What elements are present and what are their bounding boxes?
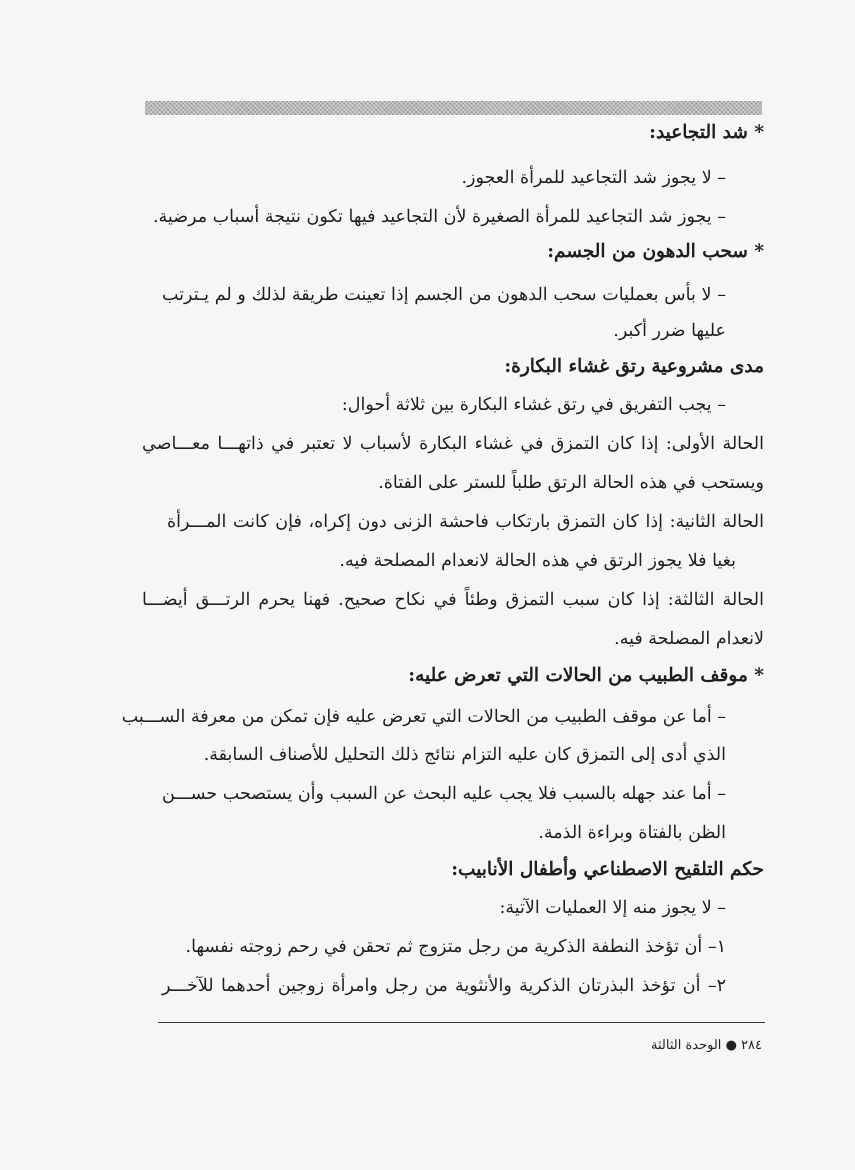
- paragraph-line: الحالة الثانية: إذا كان التمزق بارتكاب فاحشة الزنى دون إكراه، فإن كانت المـــرأة: [167, 512, 764, 532]
- paragraph-line: لانعدام المصلحة فيه.: [614, 629, 764, 649]
- header-pattern-band: [145, 101, 762, 115]
- paragraph-line: الحالة الثالثة: إذا كان سبب التمزق وطئاً في نكاح صحيح. فهنا يحرم الرتـــق أيضـــا: [142, 590, 764, 610]
- page-footer: [651, 1038, 762, 1053]
- heading-doctor-position: * موقف الطبيب من الحالات التي تعرض عليه:: [408, 665, 764, 686]
- paragraph-line: – يجوز شد التجاعيد للمرأة الصغيرة لأن التجاعيد فيها تكون نتيجة أسباب مرضية.: [152, 207, 726, 227]
- section-title: الوحدة الثالثة: [651, 1038, 722, 1053]
- paragraph-line: بغيا فلا يجوز الرتق في هذه الحالة لانعدام المصلحة فيه.: [339, 551, 736, 571]
- list-item: ٢– أن تؤخذ البذرتان الذكرية والأنثوية من رجل وامرأة زوجين أحدهما للآخـــر: [162, 976, 726, 996]
- list-item: ١– أن تؤخذ النطفة الذكرية من رجل متزوج ثم تحقن في رحم زوجته نفسها.: [185, 937, 726, 957]
- paragraph-line: الظن بالفتاة وبراءة الذمة.: [538, 823, 726, 843]
- heading-artificial-insemination: حكم التلقيح الاصطناعي وأطفال الأنابيب:: [451, 859, 764, 880]
- paragraph-line: الذي أدى إلى التمزق كان عليه التزام نتائج ذلك التحليل للأصناف السابقة.: [203, 745, 726, 765]
- paragraph-line: عليها ضرر أكبر.: [613, 321, 726, 341]
- paragraph-line: – لا يجوز شد التجاعيد للمرأة العجوز.: [461, 168, 726, 188]
- paragraph-line: – أما عند جهله بالسبب فلا يجب عليه البحث عن السبب وأن يستصحب حســـن: [162, 784, 726, 804]
- paragraph-line: الحالة الأولى: إذا كان التمزق في غشاء البكارة لأسباب لا تعتبر في ذاتهـــا معـــاصي: [142, 434, 764, 454]
- paragraph-line: – أما عن موقف الطبيب من الحالات التي تعرض عليه فإن تمكن من معرفة الســـبب: [121, 707, 726, 727]
- paragraph-line: – لا بأس بعمليات سحب الدهون من الجسم إذا تعينت طريقة لذلك و لم يـترتب: [162, 285, 726, 305]
- paragraph-line: – لا يجوز منه إلا العمليات الآتية:: [499, 898, 726, 918]
- paragraph-line: ويستحب في هذه الحالة الرتق طلباً للستر على الفتاة.: [378, 473, 764, 493]
- page-number: ٢٨٤: [741, 1038, 762, 1053]
- heading-wrinkle-tightening: * شد التجاعيد:: [649, 122, 764, 143]
- paragraph-line: – يجب التفريق في رتق غشاء البكارة بين ثلاثة أحوال:: [341, 395, 726, 415]
- heading-hymen-repair: مدى مشروعية رتق غشاء البكارة:: [504, 356, 764, 377]
- heading-liposuction: * سحب الدهون من الجسم:: [547, 241, 764, 262]
- footer-bullet-icon: ●: [725, 1038, 737, 1053]
- footer-divider: [158, 1022, 765, 1023]
